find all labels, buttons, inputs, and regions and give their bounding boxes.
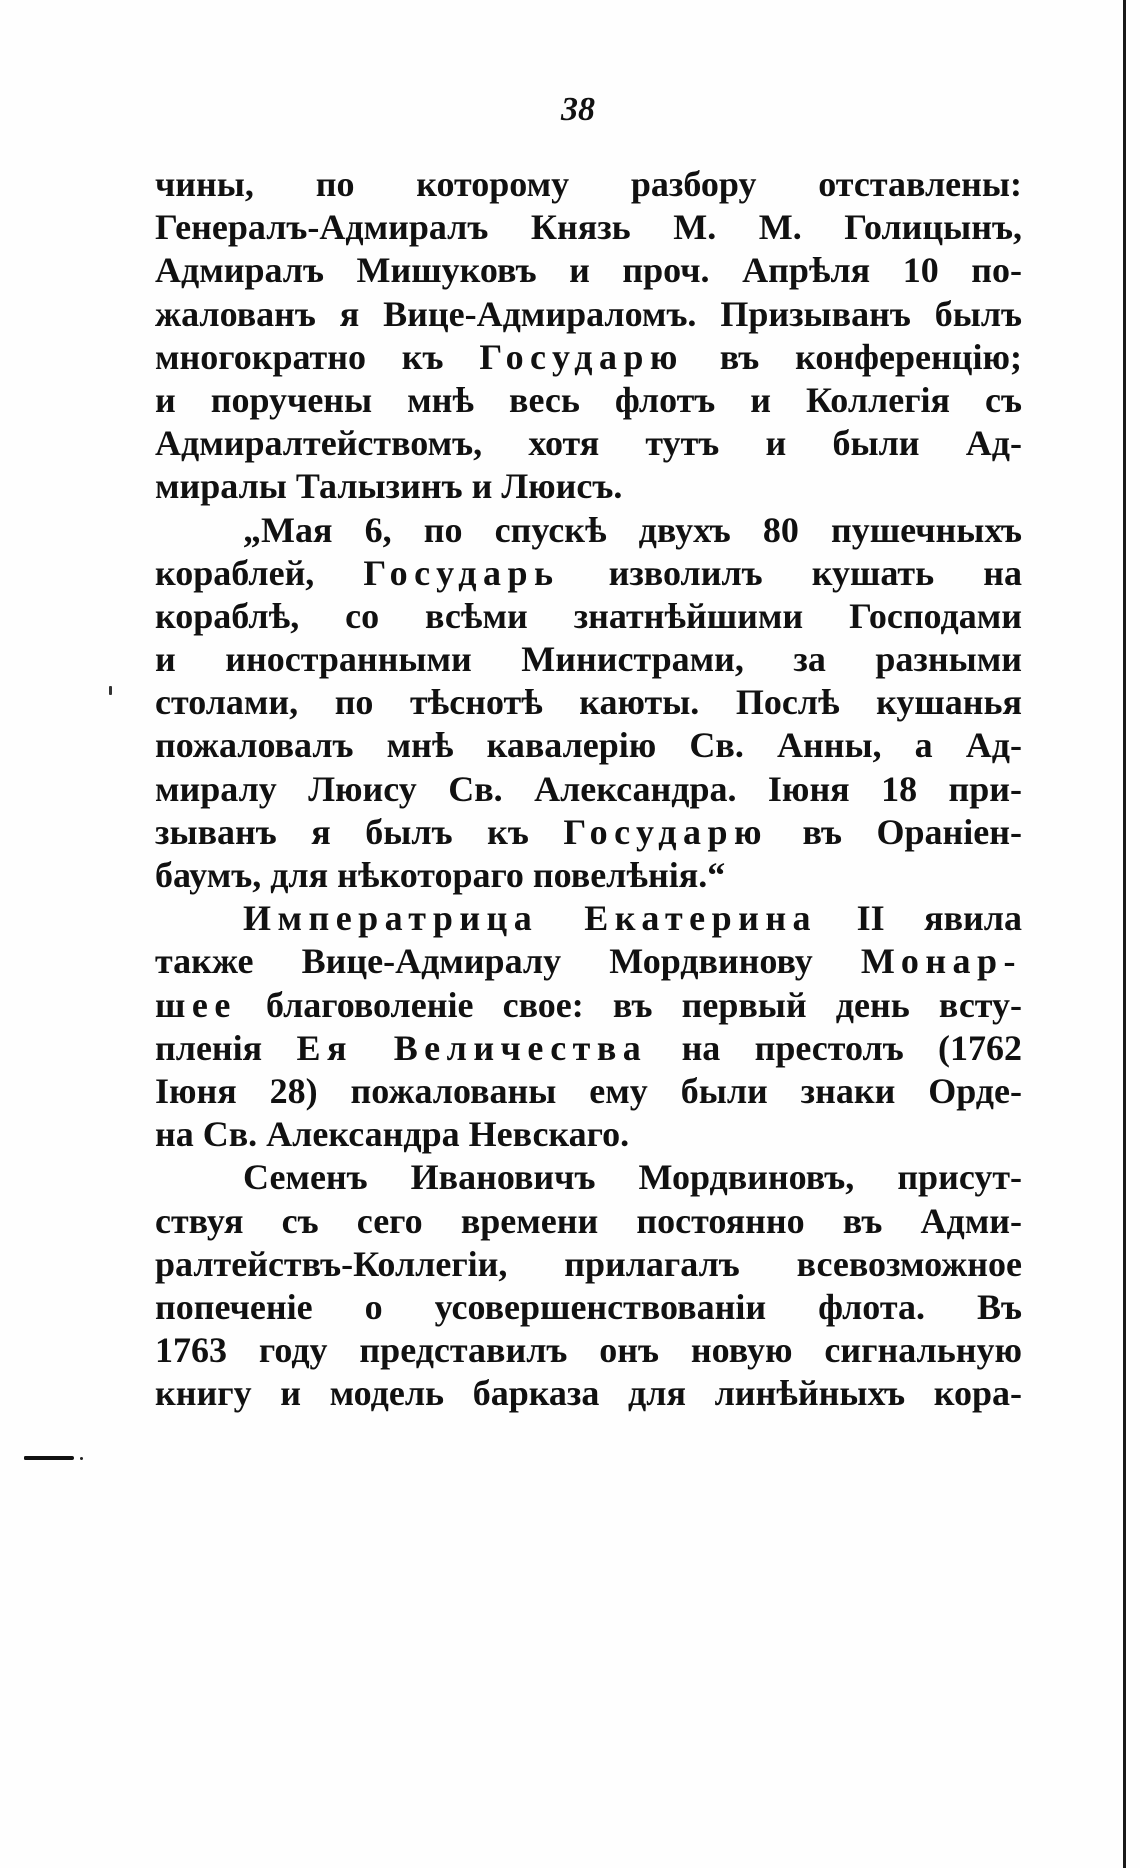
text-segment: Адмиралтействомъ, хотя тутъ и были Ад- — [155, 423, 1022, 464]
paragraph — [155, 1156, 1022, 1415]
text-segment: въ конференцію; — [683, 336, 1022, 377]
text-segment: Адмиралъ Мишуковъ и проч. Апрѣля 10 по- — [155, 250, 1022, 291]
text-line — [155, 293, 1022, 336]
scan-artifact-dot — [80, 1457, 83, 1460]
text-line — [155, 1070, 1022, 1113]
text-segment: столами, по тѣснотѣ каюты. Послѣ кушанья — [155, 682, 1022, 723]
text-line — [155, 1156, 1022, 1199]
spaced-emphasis-word: Государь — [363, 552, 560, 593]
text-line — [155, 595, 1022, 638]
text-line — [155, 1286, 1022, 1329]
text-segment: 1763 году представилъ онъ новую сигнальную — [155, 1330, 1022, 1371]
text-segment: на Св. Александра Невскаго. — [155, 1114, 630, 1155]
text-line — [155, 681, 1022, 724]
scan-artifact-tick — [109, 686, 112, 695]
text-segment: зыванъ я былъ къ — [155, 811, 564, 852]
text-line — [155, 1329, 1022, 1372]
text-segment: книгу и модель барказа для линѣйныхъ кора- — [155, 1373, 1022, 1414]
spaced-emphasis-word: Государю — [479, 336, 684, 377]
text-segment: жалованъ я Вице-Адмираломъ. Призыванъ былъ — [155, 293, 1022, 334]
text-segment: II явила — [817, 898, 1022, 939]
spaced-emphasis-word: шее — [155, 984, 237, 1025]
text-line — [155, 249, 1022, 292]
text-line — [155, 1243, 1022, 1286]
paragraph — [155, 163, 1022, 509]
text-line — [155, 1027, 1022, 1070]
scan-artifact-dash — [24, 1456, 74, 1460]
text-segment: многократно къ — [155, 336, 480, 377]
page-text-body — [155, 163, 1022, 1415]
text-line — [155, 1372, 1022, 1415]
text-segment: кораблѣ, со всѣми знатнѣйшими Господами — [155, 595, 1022, 636]
text-segment: благоволеніе свое: въ первый день всту- — [236, 984, 1022, 1025]
text-segment: Семенъ Ивановичъ Мордвиновъ, присут- — [243, 1157, 1022, 1198]
text-segment: ралтействъ-Коллегіи, прилагалъ всевозможное — [155, 1243, 1022, 1284]
text-segment: въ Ораніен- — [767, 811, 1023, 852]
text-segment: миралы Талызинъ и Люисъ. — [155, 466, 623, 507]
paragraph — [155, 897, 1022, 1156]
page-edge-line — [1123, 0, 1126, 1868]
text-line — [155, 724, 1022, 767]
text-line — [155, 768, 1022, 811]
text-line — [155, 984, 1022, 1027]
text-segment: пленія — [155, 1027, 297, 1068]
text-line — [155, 811, 1022, 854]
paragraph — [155, 509, 1022, 898]
text-segment: и поручены мнѣ весь флотъ и Коллегія съ — [155, 379, 1022, 420]
text-line — [155, 854, 1022, 897]
text-segment: попеченіе о усовершенствованіи флота. Въ — [155, 1286, 1022, 1327]
text-segment: баумъ, для нѣкотораго повелѣнія.“ — [155, 855, 726, 895]
text-line — [155, 509, 1022, 552]
text-segment: на престолъ (1762 — [647, 1027, 1022, 1068]
text-line — [155, 638, 1022, 681]
text-segment: миралу Люису Св. Александра. Іюня 18 при- — [155, 768, 1022, 809]
spaced-emphasis-word: Государю — [563, 811, 768, 852]
text-line — [155, 465, 1022, 508]
text-segment: и иностранными Министрами, за разными — [155, 639, 1022, 680]
text-segment: Іюня 28) пожалованы ему были знаки Орде- — [155, 1070, 1022, 1111]
text-line — [155, 1113, 1022, 1156]
page-number: 38 — [561, 91, 595, 128]
text-line — [155, 163, 1022, 206]
text-segment: чины, по которому разбору отставлены: — [155, 164, 1022, 204]
text-segment: ствуя съ сего времени постоянно въ Адми- — [155, 1200, 1022, 1241]
text-segment: изволилъ кушать на — [559, 552, 1022, 593]
text-line — [155, 206, 1022, 249]
text-line — [155, 422, 1022, 465]
text-segment: также Вице-Адмиралу Мордвинову — [155, 941, 861, 982]
text-segment: „Мая 6, по спускѣ двухъ 80 пушечныхъ — [243, 509, 1022, 550]
text-line — [155, 1200, 1022, 1243]
text-segment: кораблей, — [155, 552, 364, 593]
text-segment: Генералъ-Адмиралъ Князь М. М. Голицынъ, — [155, 207, 1022, 248]
text-line — [155, 379, 1022, 422]
spaced-emphasis-word: Ея Величества — [296, 1027, 648, 1068]
text-segment: пожаловалъ мнѣ кавалерію Св. Анны, а Ад- — [155, 725, 1022, 766]
spaced-emphasis-word: Императрица Екатерина — [243, 898, 818, 939]
text-line — [155, 336, 1022, 379]
spaced-emphasis-word: Монар- — [860, 941, 1022, 982]
text-line — [155, 552, 1022, 595]
text-line — [155, 897, 1022, 940]
text-line — [155, 940, 1022, 983]
